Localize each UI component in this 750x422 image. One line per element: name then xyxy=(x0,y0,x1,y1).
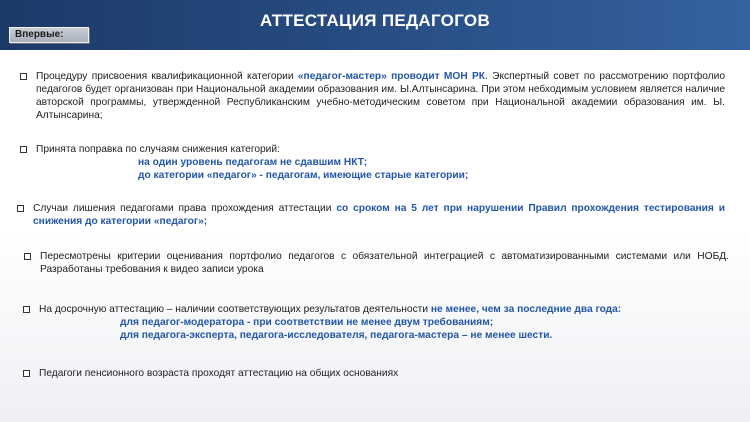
list-item-1 xyxy=(20,70,725,122)
list-item-6 xyxy=(23,367,728,380)
first-time-badge: Впервые: xyxy=(9,27,89,43)
checkbox-bullet-icon xyxy=(20,146,27,153)
item-text-continued: . Экспертный совет по рассмотрению портфолио педагогов будет организован при Национальной академии образования им. Ы.Алтынсарина. При этом небходимым условием является наличие авторской программы, утвержденной Республиканским учебно-методическим советом при Национальной академии образования им. Ы. Алтынсарина; xyxy=(36,71,725,121)
list-item-2 xyxy=(20,143,725,182)
item-highlight: со сроком на 5 лет при нарушении Правил прохождения тестирования и снижения до категории «педагог»; xyxy=(33,203,725,227)
list-item-3 xyxy=(17,202,725,228)
item-highlight: не менее, чем за последние два года: xyxy=(430,304,622,315)
checkbox-bullet-icon xyxy=(17,205,24,212)
slide-title: АТТЕСТАЦИЯ ПЕДАГОГОВ xyxy=(259,11,491,30)
list-item-4 xyxy=(24,250,729,276)
item-subline: до категории «педагог» - педагогам, имеющие старые категории; xyxy=(138,170,469,181)
item-subline: для педагог-модератора - при соответствии не менее двум требованиям; xyxy=(120,317,494,328)
item-text: Процедуру присвоения квалификационной категории xyxy=(36,71,298,82)
checkbox-bullet-icon xyxy=(24,253,31,260)
item-subline: на один уровень педагогам не сдавшим НКТ; xyxy=(138,157,368,168)
item-text: Случаи лишения педагогами права прохождения аттестации xyxy=(33,203,337,214)
checkbox-bullet-icon xyxy=(23,370,30,377)
list-item-5 xyxy=(23,303,728,342)
item-text: Пересмотрены критерии оценивания портфолио педагогов с обязательной интеграцией с автоматизированными системами или НОБД. Разработаны требования к видео записи урока xyxy=(40,251,729,275)
checkbox-bullet-icon xyxy=(20,73,27,80)
item-text: Принята поправка по случаям снижения категорий: xyxy=(36,144,280,155)
item-text: Педагоги пенсионного возраста проходят аттестацию на общих основаниях xyxy=(39,368,399,379)
checkbox-bullet-icon xyxy=(23,306,30,313)
item-text: На досрочную аттестацию – наличии соответствующих результатов деятельности xyxy=(39,304,431,315)
item-subline: для педагога-эксперта, педагога-исследователя, педагога-мастера – не менее шести. xyxy=(120,330,553,341)
item-highlight: «педагог-мастер» проводит МОН РК xyxy=(297,71,485,82)
